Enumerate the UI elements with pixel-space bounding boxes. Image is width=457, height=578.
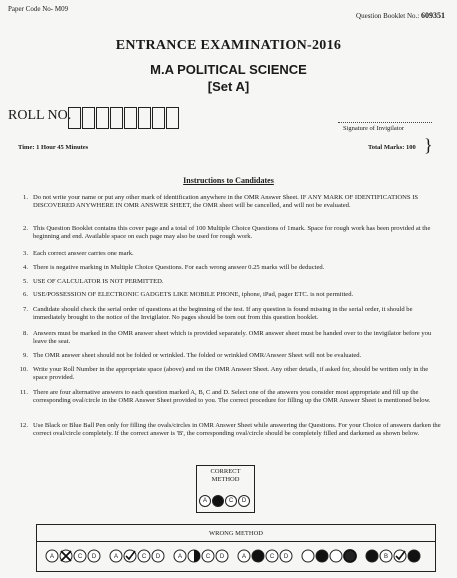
instruction-item <box>18 194 443 210</box>
instruction-item <box>18 225 443 241</box>
instruction-item <box>18 352 443 360</box>
roll-box[interactable] <box>138 107 151 129</box>
wrong-bubble-filled <box>408 550 420 562</box>
instruction-item <box>18 264 443 272</box>
instruction-item <box>18 306 443 322</box>
answer-bubble <box>238 495 250 507</box>
subject-title: M.A POLITICAL SCIENCE <box>150 62 307 77</box>
roll-no-label: ROLL NO. <box>8 108 72 123</box>
instruction-number: 1. <box>23 194 28 201</box>
instruction-number: 3. <box>23 250 28 257</box>
roll-box[interactable] <box>166 107 179 129</box>
answer-bubble <box>199 495 211 507</box>
roll-box[interactable] <box>96 107 109 129</box>
wrong-bubble <box>302 550 314 562</box>
answer-bubble <box>225 495 237 507</box>
answer-bubble-filled <box>212 495 224 507</box>
instruction-text: There are four alternative answers to each question marked A, B, C and D. Select one of the answers you consider most appropriate and fill up the corresponding oval/circle in the OMR Answer Sheet provided to you. The correct procedure for filling up the OMR Answer Sheet is mentioned below. <box>33 389 431 404</box>
booklet-number <box>356 11 445 20</box>
instruction-number: 11. <box>20 389 28 396</box>
bubble-letter: A <box>202 498 207 504</box>
total-marks: Total Marks: 100 <box>368 144 416 151</box>
bubble-letter: A <box>113 554 119 560</box>
wrong-method-examples <box>40 544 432 568</box>
time-allowed: Time: 1 Hour 45 Minutes <box>18 144 89 151</box>
bubble-letter: B <box>215 498 220 504</box>
wrong-method-label: WRONG METHOD <box>209 530 263 537</box>
roll-box[interactable] <box>124 107 137 129</box>
instruction-text: Use Black or Blue Ball Pen only for filling the ovals/circles in OMR Answer Sheet while answering the Questions. For your Choice of answers darken the correct oval/circle completely. If the correct answer is 'B', the corresponding oval/circle should be completely filled and darkened as shown below. <box>33 422 441 437</box>
instruction-item <box>18 422 443 438</box>
instruction-text: USE/POSSESSION OF ELECTRONIC GADGETS LIKE MOBILE PHONE, iphone, iPad, pager ETC. is not permitted. <box>33 291 354 298</box>
instruction-text: Each correct answer carries one mark. <box>33 250 134 257</box>
instruction-number: 5. <box>23 278 28 285</box>
instruction-text: Write your Roll Number in the appropriate space (above) and on the OMR Answer Sheet. Any other details, if asked for, should be written only in the space provided. <box>33 366 429 381</box>
instruction-item <box>18 250 443 258</box>
booklet-label: Question Booklet No.: <box>356 12 420 20</box>
bubble-letter: C <box>77 554 83 560</box>
instruction-text: Candidate should check the serial order of questions at the beginning of the test. If any question is found missing in the serial order, it should be immediately brought to the notice of the Invigilator. No pages should be torn out from this question booklet. <box>33 306 413 321</box>
set-label: [Set A] <box>207 79 250 94</box>
instruction-text: This Question Booklet contains this cover page and a total of 100 Multiple Choice Questions of 1mark. Space for rough work has been provided at the beginning and end. Available space on each page may also be used for rough work. <box>33 225 431 240</box>
instruction-item <box>18 366 443 382</box>
paper-code: Paper Code No- M09 <box>8 5 69 13</box>
wrong-bubble <box>330 550 342 562</box>
bubble-letter: A <box>177 554 183 560</box>
bubble-letter: D <box>219 554 225 560</box>
bubble-letter: C <box>228 498 234 504</box>
exam-title: ENTRANCE EXAMINATION-2016 <box>115 38 342 53</box>
instruction-item <box>18 278 443 286</box>
bubble-letter: C <box>205 554 211 560</box>
invigilator-signature-label: Signature of Invigilator <box>343 125 405 132</box>
bubble-letter: D <box>91 554 97 560</box>
instruction-item <box>18 389 443 405</box>
bubble-letter: D <box>241 498 247 504</box>
instruction-item <box>18 330 443 346</box>
instruction-text: USE OF CALCULATOR IS NOT PERMITTED. <box>33 278 164 285</box>
bubble-letter: A <box>49 554 55 560</box>
instruction-number: 7. <box>23 306 28 313</box>
instruction-text: There is negative marking in Multiple Choice Questions. For each wrong answer 0.25 marks will be deducted. <box>33 264 325 271</box>
wrong-bubble-filled <box>366 550 378 562</box>
correct-method-label: CORRECT METHOD <box>210 468 241 483</box>
correct-method-bubbles <box>199 495 251 507</box>
instructions-title: Instructions to Candidates <box>183 176 274 185</box>
roll-box[interactable] <box>82 107 95 129</box>
wrong-bubble-filled <box>252 550 264 562</box>
instruction-number: 6. <box>23 291 28 298</box>
wrong-bubble-filled <box>316 550 328 562</box>
bubble-letter: B <box>383 554 389 560</box>
bubble-letter: C <box>141 554 147 560</box>
roll-box[interactable] <box>152 107 165 129</box>
partial-fill <box>194 550 200 562</box>
brace-mark: } <box>424 135 433 155</box>
wrong-bubble-filled <box>344 550 356 562</box>
instruction-item <box>18 291 443 299</box>
booklet-value: 609351 <box>421 11 445 20</box>
instruction-number: 10. <box>19 366 28 373</box>
roll-box[interactable] <box>68 107 81 129</box>
instruction-text: The OMR answer sheet should not be folded or wrinkled. The folded or wrinkled OMR/Answer Sheet will not be evaluated. <box>33 352 362 359</box>
instruction-text: Do not write your name or put any other mark of identification anywhere in the OMR Answer Sheet. IF ANY MARK OF IDENTIFICATIONS IS DISCOVERED ANYWHERE IN OMR ANSWER SHEET, the OMR sheet will be cancelled, and will not be evaluated. <box>33 194 419 209</box>
roll-no-boxes <box>68 107 180 129</box>
instruction-number: 9. <box>23 352 28 359</box>
invigilator-signature-line <box>338 122 432 123</box>
bubble-letter: D <box>283 554 289 560</box>
instruction-number: 8. <box>23 330 28 337</box>
instruction-text: Answers must be marked in the OMR answer sheet which is provided separately. OMR answer sheet must be handed over to the invigilator before you leave the seat. <box>33 330 432 345</box>
bubble-letter: C <box>269 554 275 560</box>
instruction-number: 4. <box>23 264 28 271</box>
roll-box[interactable] <box>110 107 123 129</box>
bubble-letter: A <box>241 554 247 560</box>
instruction-number: 2. <box>23 225 28 232</box>
instruction-number: 12. <box>19 422 28 429</box>
bubble-letter: D <box>155 554 161 560</box>
wrong-method-divider <box>36 541 436 542</box>
